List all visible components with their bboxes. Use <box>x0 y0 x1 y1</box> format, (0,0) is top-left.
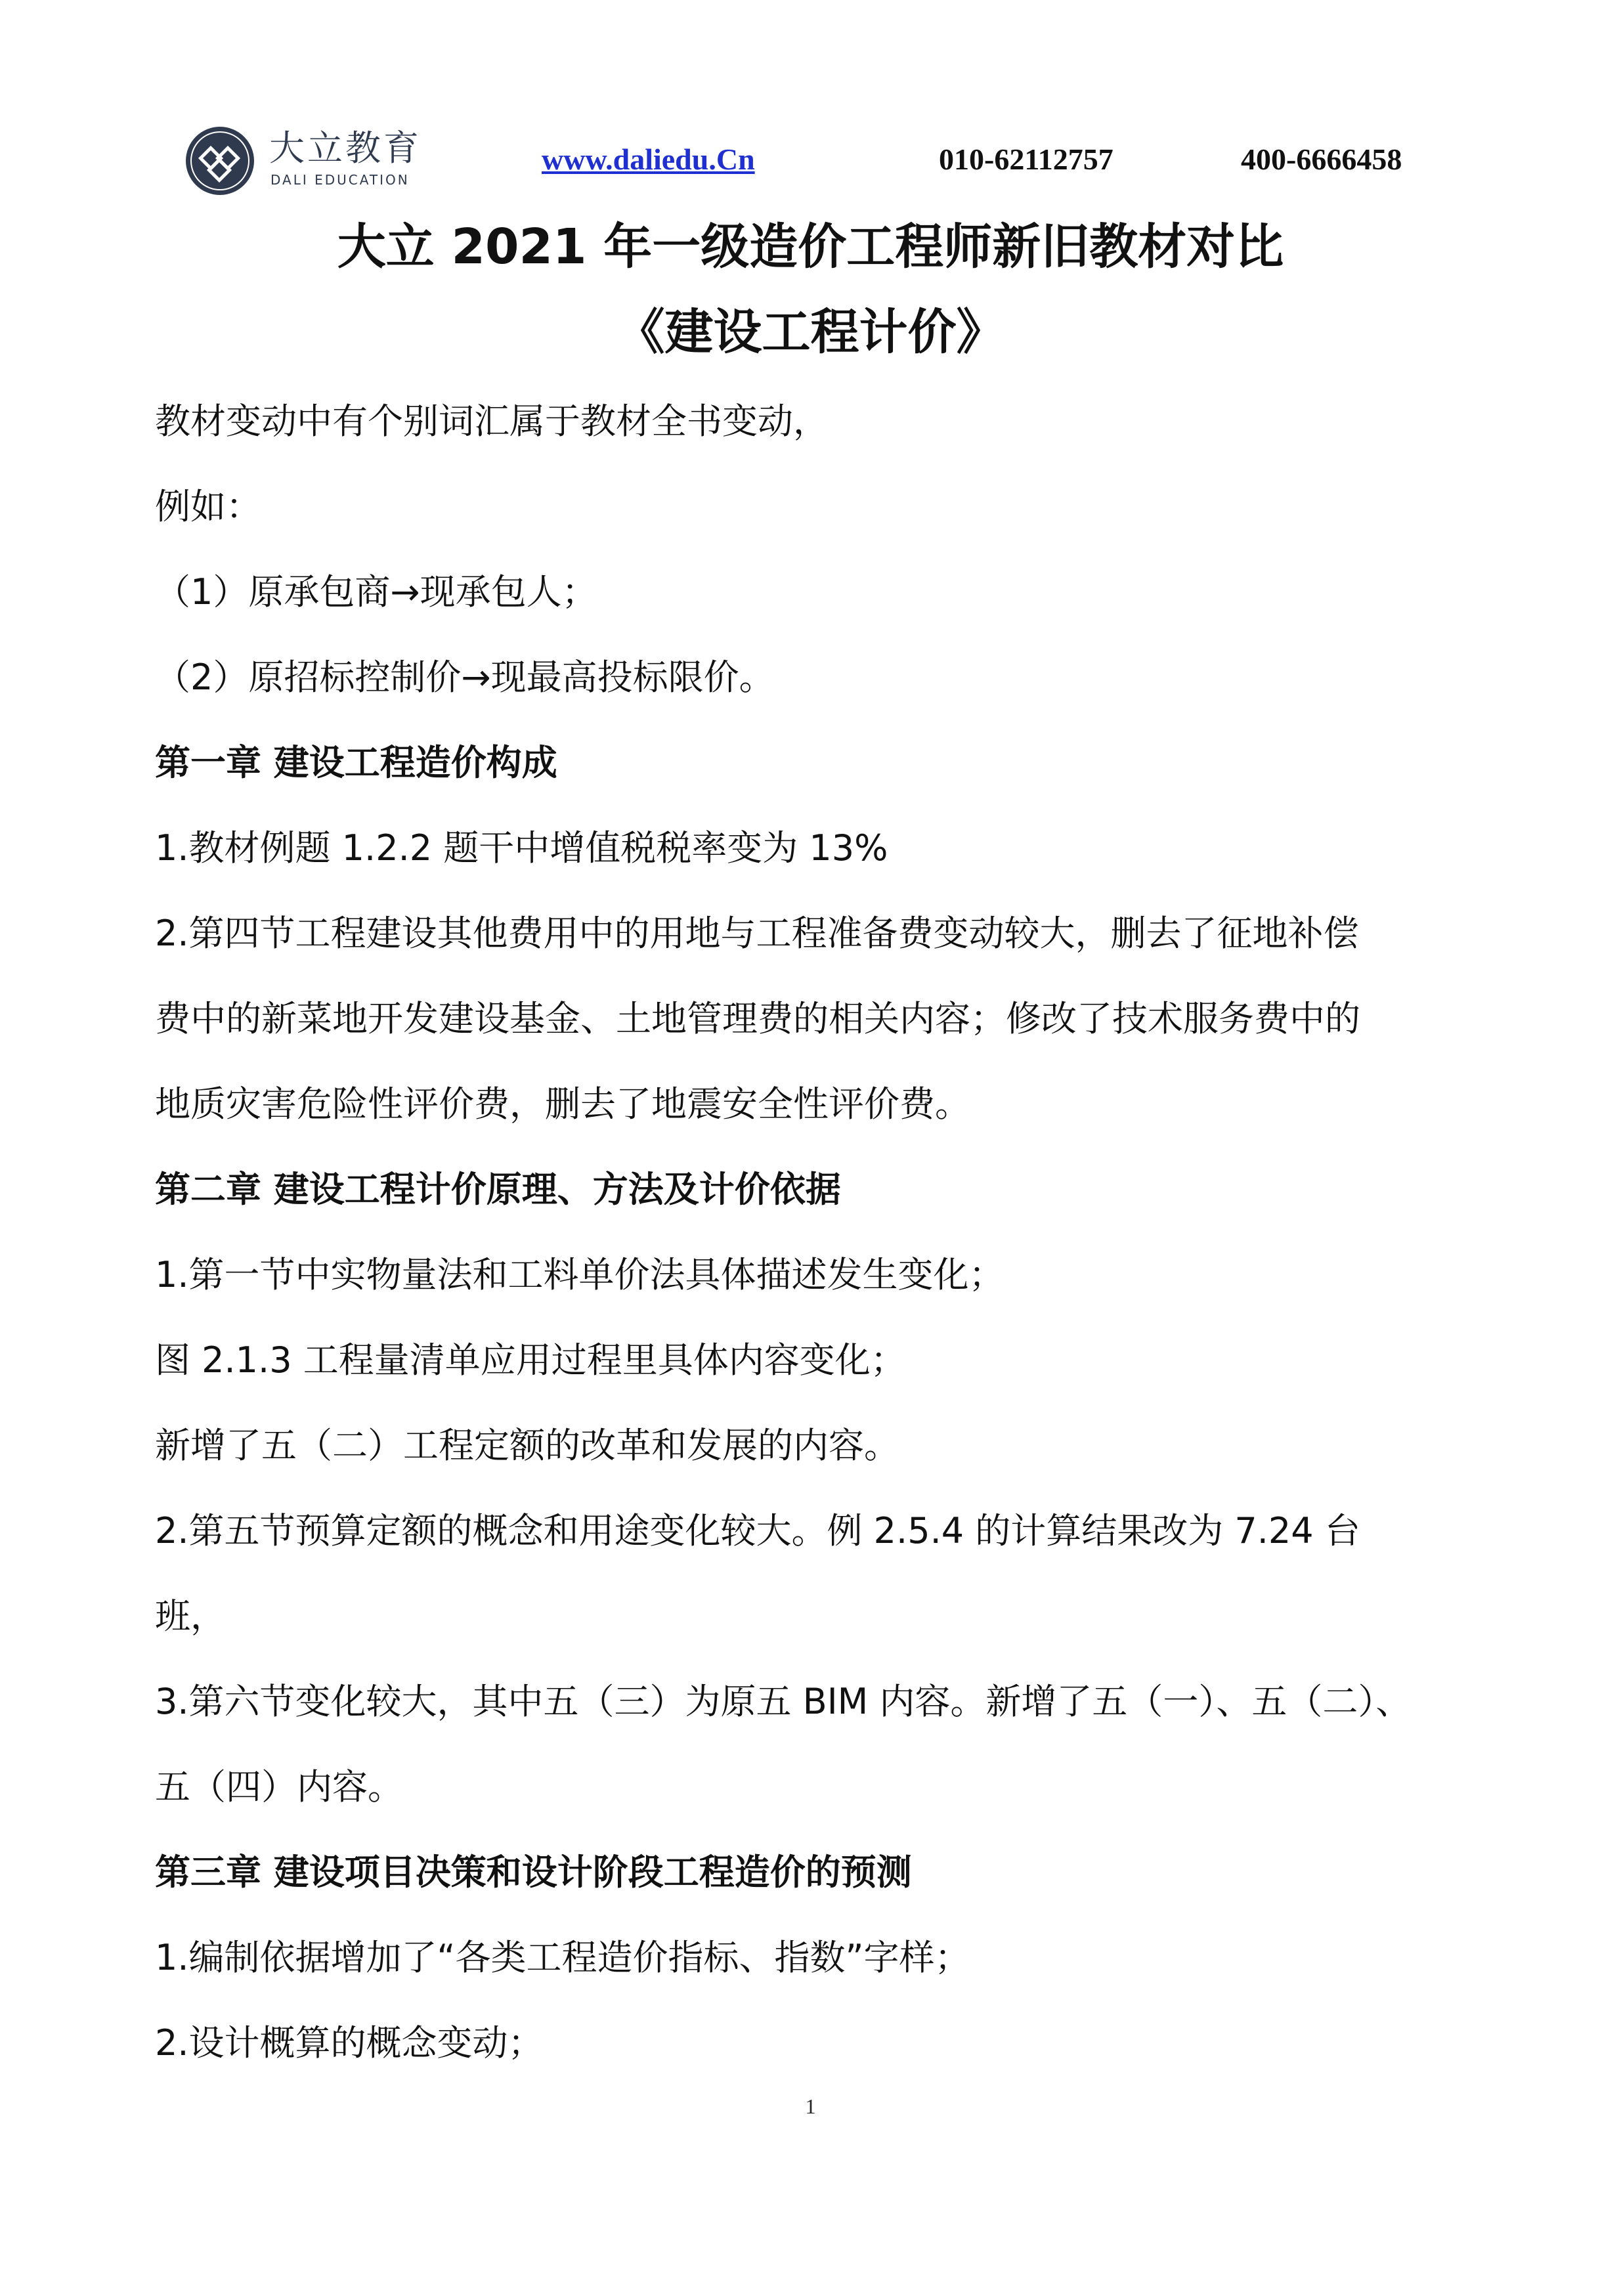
dali-logo-emblem-icon <box>184 125 256 197</box>
phone-number-1: 010-62112757 <box>939 142 1113 176</box>
page-header <box>184 125 1444 197</box>
logo-chinese-name: 大立教育 <box>269 127 421 169</box>
chapter-2-heading: 第二章 建设工程计价原理、方法及计价依据 <box>155 1169 841 1210</box>
chapter-3-heading: 第三章 建设项目决策和设计阶段工程造价的预测 <box>155 1852 912 1893</box>
intro-line: 例如： <box>155 486 261 527</box>
paragraph-line: 2.第五节预算定额的概念和用途变化较大。例 2.5.4 的计算结果改为 7.24 台 <box>155 1510 1360 1551</box>
example-item: （1）原承包商→现承包人； <box>155 571 597 613</box>
paragraph-line: 2.设计概算的概念变动； <box>155 2022 544 2064</box>
paragraph-line: 3.第六节变化较大，其中五（三）为原五 BIM 内容。新增了五（一）、五（二）、 <box>155 1681 1412 1722</box>
document-body <box>155 379 1468 2086</box>
page-number: 1 <box>805 2094 816 2118</box>
paragraph-line: 1.教材例题 1.2.2 题干中增值税税率变为 13% <box>155 827 888 869</box>
paragraph-line: 2.第四节工程建设其他费用中的用地与工程准备费变动较大，删去了征地补偿 <box>155 913 1359 954</box>
website-link[interactable]: www.daliedu.Cn <box>542 142 755 176</box>
example-item: （2）原招标控制价→现最高投标限价。 <box>155 657 775 698</box>
paragraph-line: 新增了五（二）工程定额的改革和发展的内容。 <box>155 1425 899 1466</box>
paragraph-line: 1.编制依据增加了“各类工程造价指标、指数”字样； <box>155 1937 970 1978</box>
paragraph-line: 地质灾害危险性评价费，删去了地震安全性评价费。 <box>155 1083 970 1125</box>
logo-english-name: DALI EDUCATION <box>270 172 410 188</box>
document-title: 大立 2021 年一级造价工程师新旧教材对比 <box>337 219 1284 275</box>
document-subtitle: 《建设工程计价》 <box>616 304 1005 360</box>
paragraph-line: 费中的新菜地开发建设基金、土地管理费的相关内容；修改了技术服务费中的 <box>155 998 1360 1039</box>
dali-logo <box>184 125 473 197</box>
chapter-1-heading: 第一章 建设工程造价构成 <box>155 742 557 783</box>
phone-number-2: 400-6666458 <box>1241 142 1402 176</box>
paragraph-line: 五（四）内容。 <box>155 1766 403 1808</box>
intro-line: 教材变动中有个别词汇属于教材全书变动， <box>155 401 829 442</box>
paragraph-line: 班， <box>155 1595 226 1637</box>
paragraph-line: 1.第一节中实物量法和工料单价法具体描述发生变化； <box>155 1254 1005 1295</box>
paragraph-line: 图 2.1.3 工程量清单应用过程里具体内容变化； <box>155 1339 906 1381</box>
